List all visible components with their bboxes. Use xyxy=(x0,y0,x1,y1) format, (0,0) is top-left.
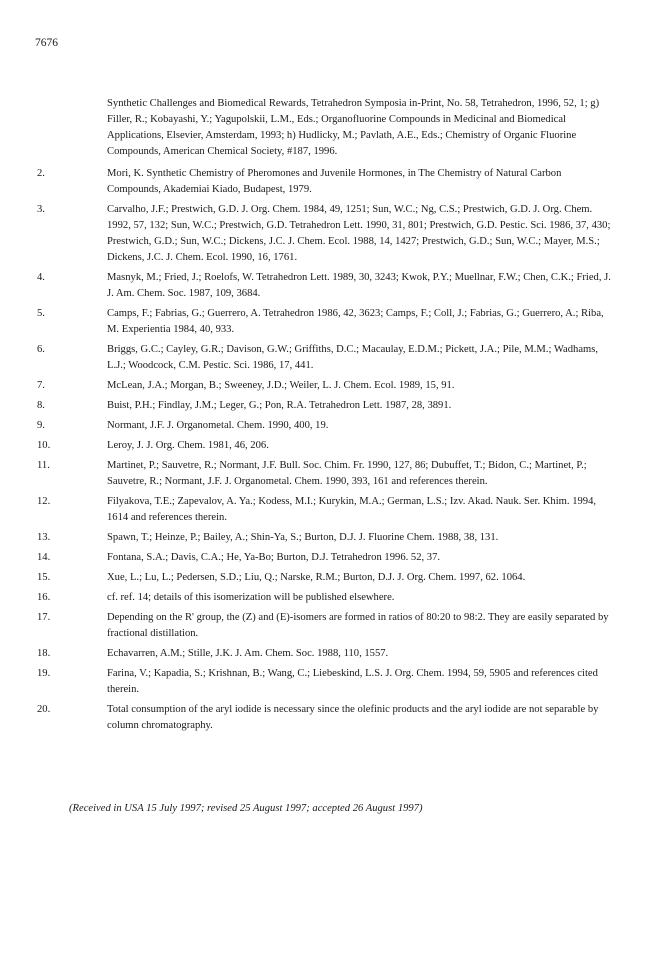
reference-text: Farina, V.; Kapadia, S.; Krishnan, B.; Wang, C.; Liebeskind, L.S. J. Org. Chem. 1994, 59, 5905 and references cited therein. xyxy=(107,668,598,695)
received-dates xyxy=(69,802,423,816)
reference-text: Depending on the R' group, the (Z) and (E)-isomers are formed in ratios of 80:20 to 98:2. They are easily separated by fractional distillation. xyxy=(107,612,609,639)
reference-number: 2. xyxy=(37,168,45,179)
reference-item xyxy=(37,570,617,586)
reference-number: 10. xyxy=(37,440,51,451)
reference-text: Filyakova, T.E.; Zapevalov, A. Ya.; Kodess, M.I.; Kurykin, M.A.; German, L.S.; Izv. Akad. Nauk. Ser. Khim. 1994, 1614 and references therein. xyxy=(107,496,597,523)
reference-item xyxy=(37,418,617,434)
received-text: (Received in USA 15 July 1997; revised 25 August 1997; accepted 26 August 1997) xyxy=(69,803,423,814)
reference-text: cf. ref. 14; details of this isomerization will be published elsewhere. xyxy=(107,592,395,603)
reference-item xyxy=(37,610,617,642)
reference-text: Leroy, J. J. Org. Chem. 1981, 46, 206. xyxy=(107,440,269,451)
reference-number: 4. xyxy=(37,272,45,283)
reference-text: Spawn, T.; Heinze, P.; Bailey, A.; Shin-Ya, S.; Burton, D.J. J. Fluorine Chem. 1988, 38, 131. xyxy=(107,532,499,543)
reference-text: Camps, F.; Fabrias, G.; Guerrero, A. Tetrahedron 1986, 42, 3623; Camps, F.; Coll, J.; Fabrias, G.; Guerrero, A.; Riba, M. Experientia 1984, 40, 933. xyxy=(107,308,604,335)
page-number: 7676 xyxy=(35,37,58,49)
reference-number: 15. xyxy=(37,572,51,583)
reference-number: 11. xyxy=(37,460,50,471)
reference-text: Masnyk, M.; Fried, J.; Roelofs, W. Tetrahedron Lett. 1989, 30, 3243; Kwok, P.Y.; Muellnar, F.W.; Chen, C.K.; Fried, J. J. Am. Chem. Soc. 1987, 109, 3684. xyxy=(107,272,611,299)
reference-text: Xue, L.; Lu, L.; Pedersen, S.D.; Liu, Q.; Narske, R.M.; Burton, D.J. J. Org. Chem. 1997, 62. 1064. xyxy=(107,572,526,583)
reference-number: 14. xyxy=(37,552,51,563)
reference-text: Martinet, P.; Sauvetre, R.; Normant, J.F. Bull. Soc. Chim. Fr. 1990, 127, 86; Dubuffet, T.; Bidon, C.; Martinet, P.; Sauvetre, R.; Normant, J.F. J. Organometal. Chem. 1990, 393, 161 and references therein. xyxy=(107,460,587,487)
reference-text: Briggs, G.C.; Cayley, G.R.; Davison, G.W.; Griffiths, D.C.; Macaulay, E.D.M.; Pickett, J.A.; Pile, M.M.; Wadhams, L.J.; Woodcock, C.M. Pestic. Sci. 1986, 17, 441. xyxy=(107,344,599,371)
reference-item xyxy=(37,646,617,662)
reference-item xyxy=(37,666,617,698)
reference-item xyxy=(37,166,617,198)
reference-item xyxy=(37,458,617,490)
reference-number: 12. xyxy=(37,496,51,507)
reference-number: 9. xyxy=(37,420,45,431)
reference-item xyxy=(37,530,617,546)
reference-text: Buist, P.H.; Findlay, J.M.; Leger, G.; Pon, R.A. Tetrahedron Lett. 1987, 28, 3891. xyxy=(107,400,452,411)
reference-item xyxy=(37,270,617,302)
reference-number: 19. xyxy=(37,668,51,679)
reference-item xyxy=(37,202,617,266)
reference-items xyxy=(37,166,617,734)
reference-text: McLean, J.A.; Morgan, B.; Sweeney, J.D.; Weiler, L. J. Chem. Ecol. 1989, 15, 91. xyxy=(107,380,455,391)
reference-item xyxy=(37,702,617,734)
reference-number: 18. xyxy=(37,648,51,659)
reference-item xyxy=(37,378,617,394)
reference-text: Echavarren, A.M.; Stille, J.K. J. Am. Chem. Soc. 1988, 110, 1557. xyxy=(107,648,389,659)
reference-number: 8. xyxy=(37,400,45,411)
reference-text: Carvalho, J.F.; Prestwich, G.D. J. Org. Chem. 1984, 49, 1251; Sun, W.C.; Ng, C.S.; Prestwich, G.D. J. Org. Chem. 1992, 57, 132; Sun, W.C.; Prestwich, G.D. Tetrahedron Lett. 1990, 31, 801; Prestwich, G.D. Pestic. Sci. 1986, 37, 430; Prestwich, G.D.; Sun, W.C.; Dickens, J.C. J. Chem. Ecol. 1988, 14, 1427; Prestwich, G.D.; Sun, W.C.; Mayer, M.S.; Dickens, J.C. J. Chem. Ecol. 1990, 16, 1761. xyxy=(107,204,611,263)
reference-item xyxy=(37,590,617,606)
reference-text: Total consumption of the aryl iodide is necessary since the olefinic products and the aryl iodide are not separable by column chromatography. xyxy=(107,704,599,731)
reference-number: 6. xyxy=(37,344,45,355)
reference-list xyxy=(37,96,617,738)
reference-number: 20. xyxy=(37,704,51,715)
reference-item xyxy=(37,398,617,414)
reference-continuation: Synthetic Challenges and Biomedical Rewards, Tetrahedron Symposia in-Print, No. 58, Tetrahedron, 1996, 52, 1; g) Filler, R.; Kobayashi, Y.; Yagupolskii, L.M., Eds.; Organofluorine Compounds in Medicinal and Biomedical Applications, Elsevier, Amsterdam, 1993; h) Hudlicky, M.; Pavlath, A.E., Eds.; Chemistry of Organic Fluorine Compounds, American Chemical Society, #187, 1996. xyxy=(107,98,600,157)
reference-number: 16. xyxy=(37,592,51,603)
reference-number: 17. xyxy=(37,612,51,623)
reference-number: 5. xyxy=(37,308,45,319)
reference-number: 13. xyxy=(37,532,51,543)
reference-number: 7. xyxy=(37,380,45,391)
reference-item xyxy=(37,550,617,566)
reference-text: Normant, J.F. J. Organometal. Chem. 1990, 400, 19. xyxy=(107,420,329,431)
reference-text: Mori, K. Synthetic Chemistry of Pheromones and Juvenile Hormones, in The Chemistry of Natural Carbon Compounds, Akademiai Kiado, Budapest, 1979. xyxy=(107,168,562,195)
reference-item xyxy=(37,306,617,338)
reference-item xyxy=(37,342,617,374)
reference-number: 3. xyxy=(37,204,45,215)
reference-item xyxy=(37,494,617,526)
reference-item xyxy=(37,438,617,454)
reference-text: Fontana, S.A.; Davis, C.A.; He, Ya-Bo; Burton, D.J. Tetrahedron 1996. 52, 37. xyxy=(107,552,441,563)
